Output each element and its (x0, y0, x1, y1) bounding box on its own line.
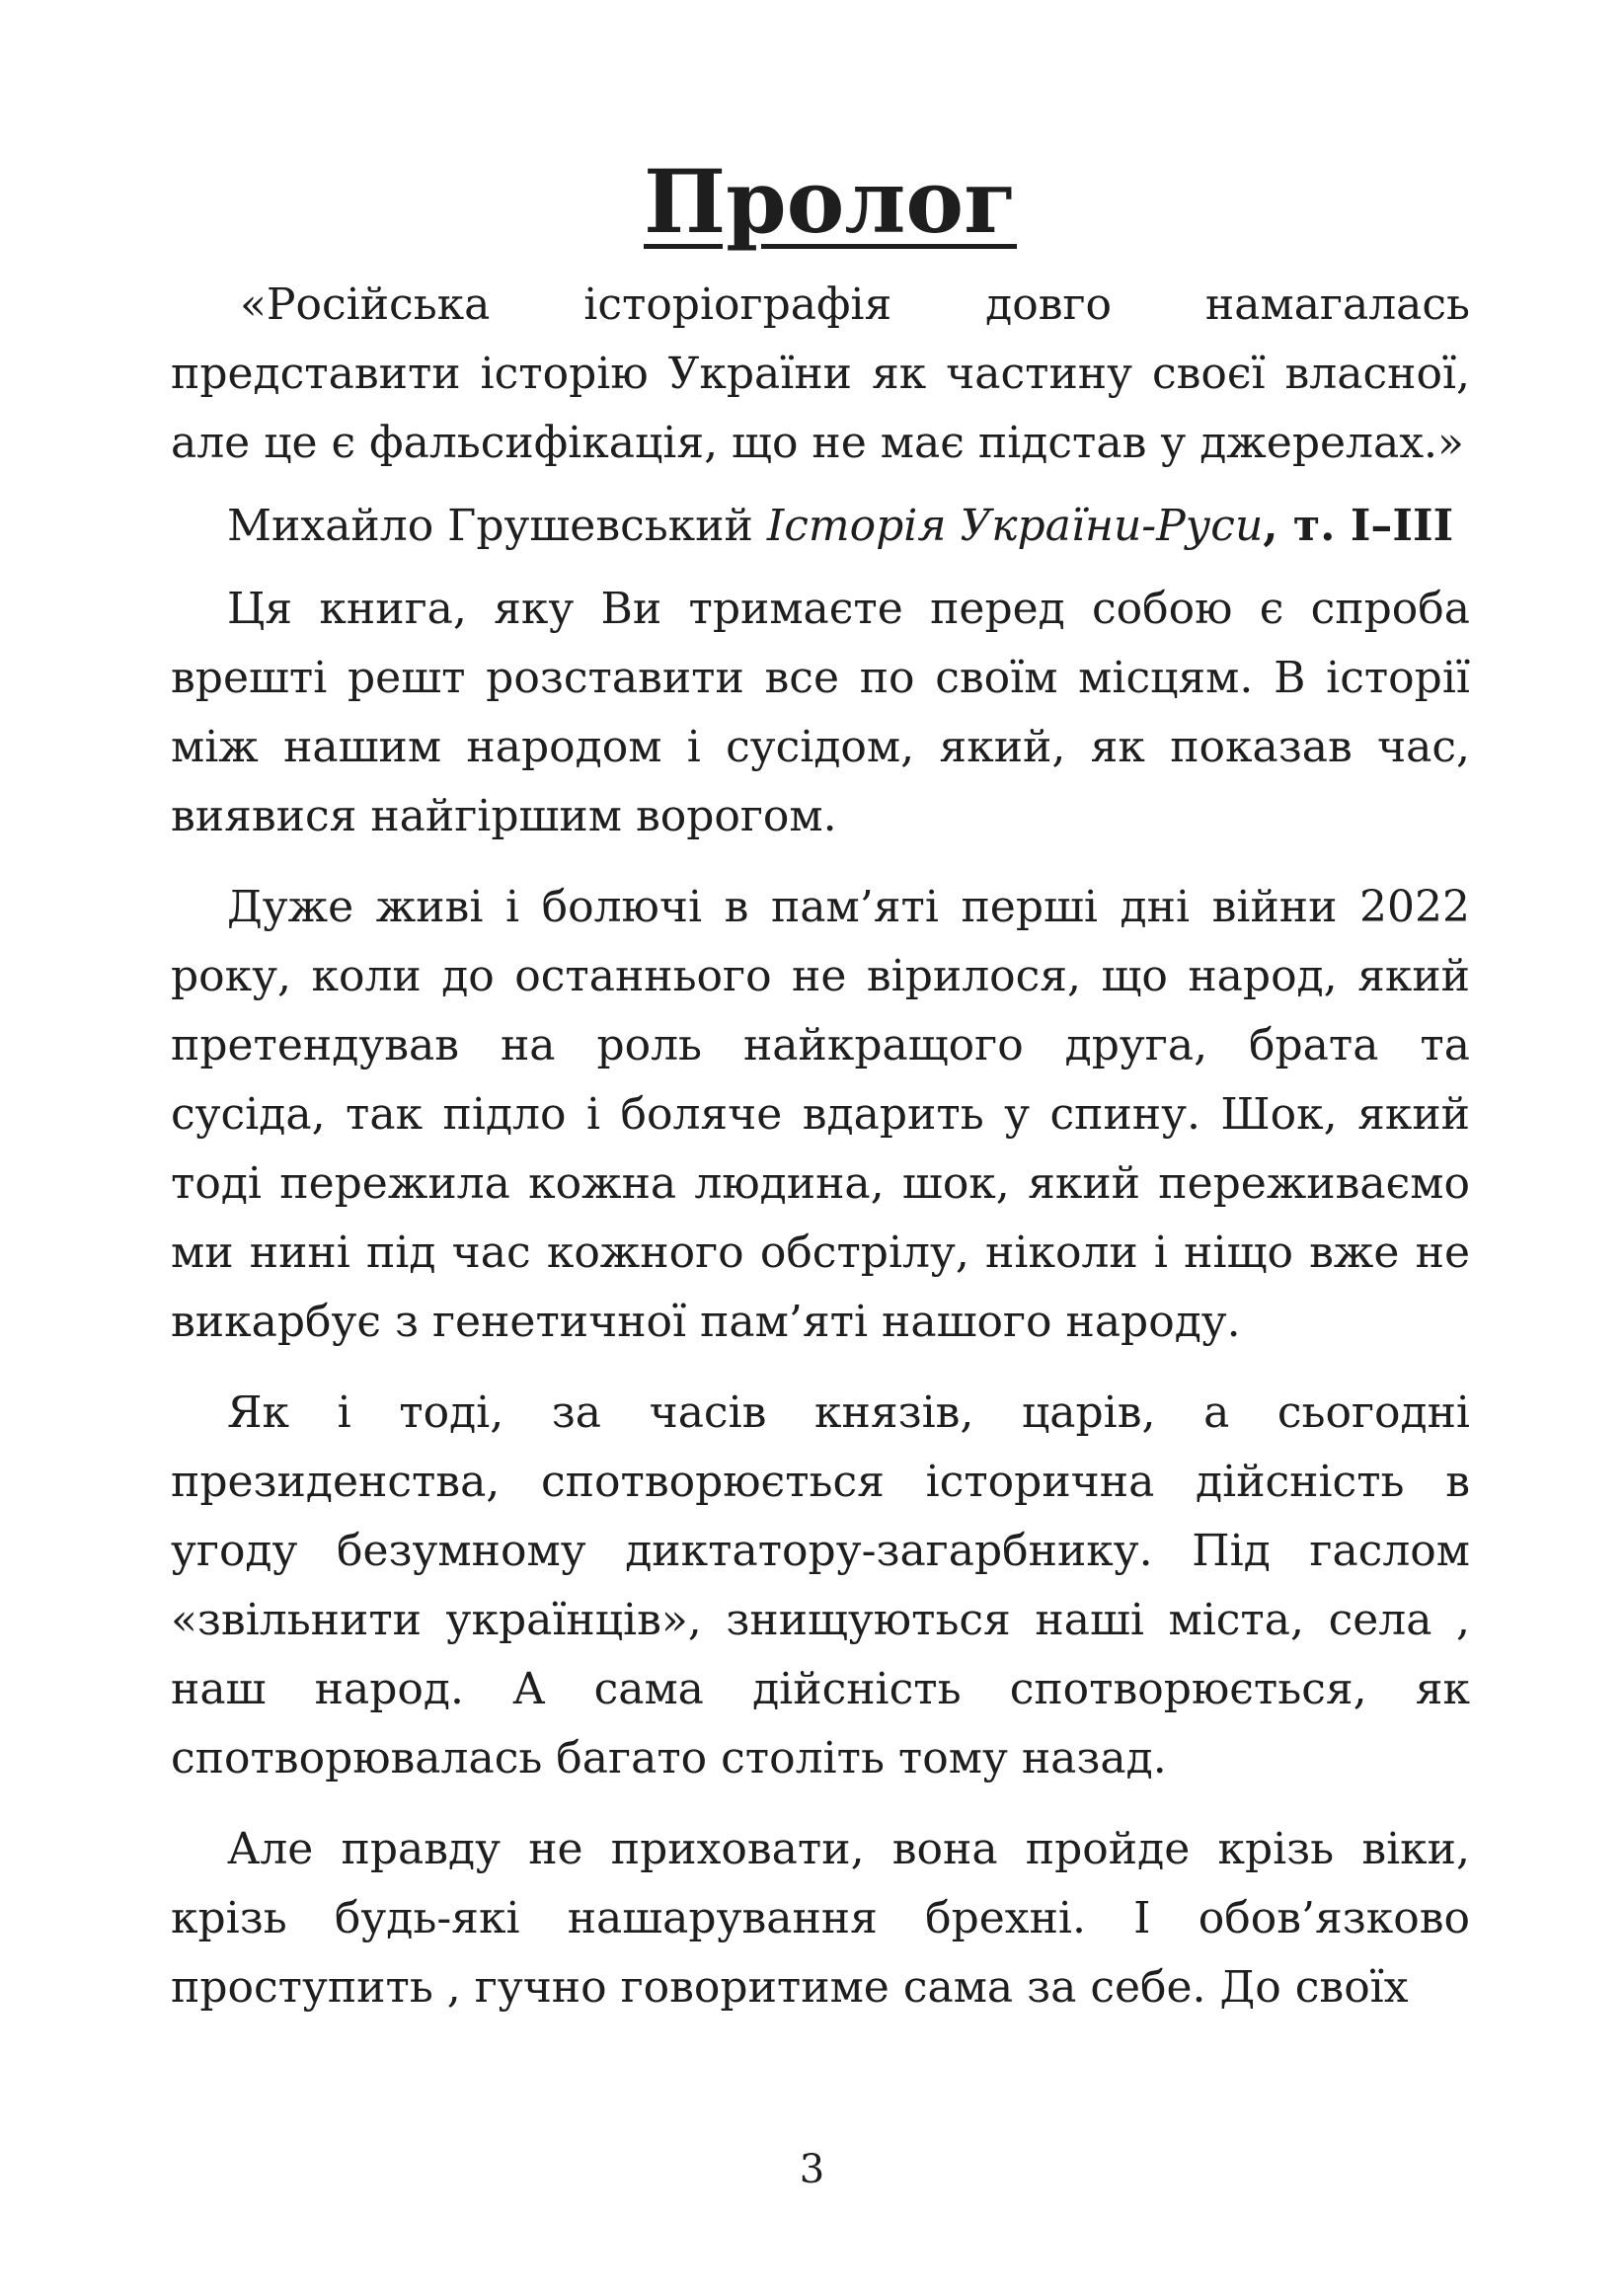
epigraph-attribution (171, 492, 1470, 561)
epigraph-volume: , т. I–III (1263, 501, 1454, 551)
epigraph-work: Історія України-Руси (766, 501, 1264, 551)
page-number: 3 (799, 2147, 825, 2192)
page-content (171, 150, 1470, 2044)
paragraph: Дуже живі і болючі в пам’яті перші дні війни 2022 року, коли до останнього не вірилося, що народ, який претендував на роль найкращого друга, брата та сусіда, так підло і боляче вдарить у спину. Шок, який тоді пережила кожна людина, шок, який переживаємо ми нині під час кожного обстрілу, ніколи і ніщо вже не викарбує з генетичної пам’яті нашого народу. (171, 882, 1470, 1347)
epigraph-author: Михайло Грушевський (227, 501, 753, 551)
epigraph-quote: «Російська історіографія довго намагалась представити історію України як частину своєї власної, але це є фальсифікація, що не має підстав у джерелах.» (171, 279, 1470, 468)
chapter-title: Пролог (644, 150, 1017, 253)
paragraph: Але правду не приховати, вона пройде крізь віки, крізь будь-які нашарування брехні. І обов’язково проступить , гучно говоритиме сама за себе. До своїх (171, 1824, 1470, 2013)
paragraph: Як і тоді, за часів князів, царів, а сьогодні президенства, спотворюється історична дійсність в угоду безумному диктатору-загарбнику. Під гаслом «звільнити українців», знищуються наші міста, села , наш народ. А сама дійсність спотворюється, як спотворювалась багато століть тому назад. (171, 1387, 1470, 1783)
paragraph: Ця книга, яку Ви тримаєте перед собою є спроба врешті решт розставити все по своїм місцям. В історії між нашим народом і сусідом, який, як показав час, виявися найгіршим ворогом. (171, 584, 1470, 841)
